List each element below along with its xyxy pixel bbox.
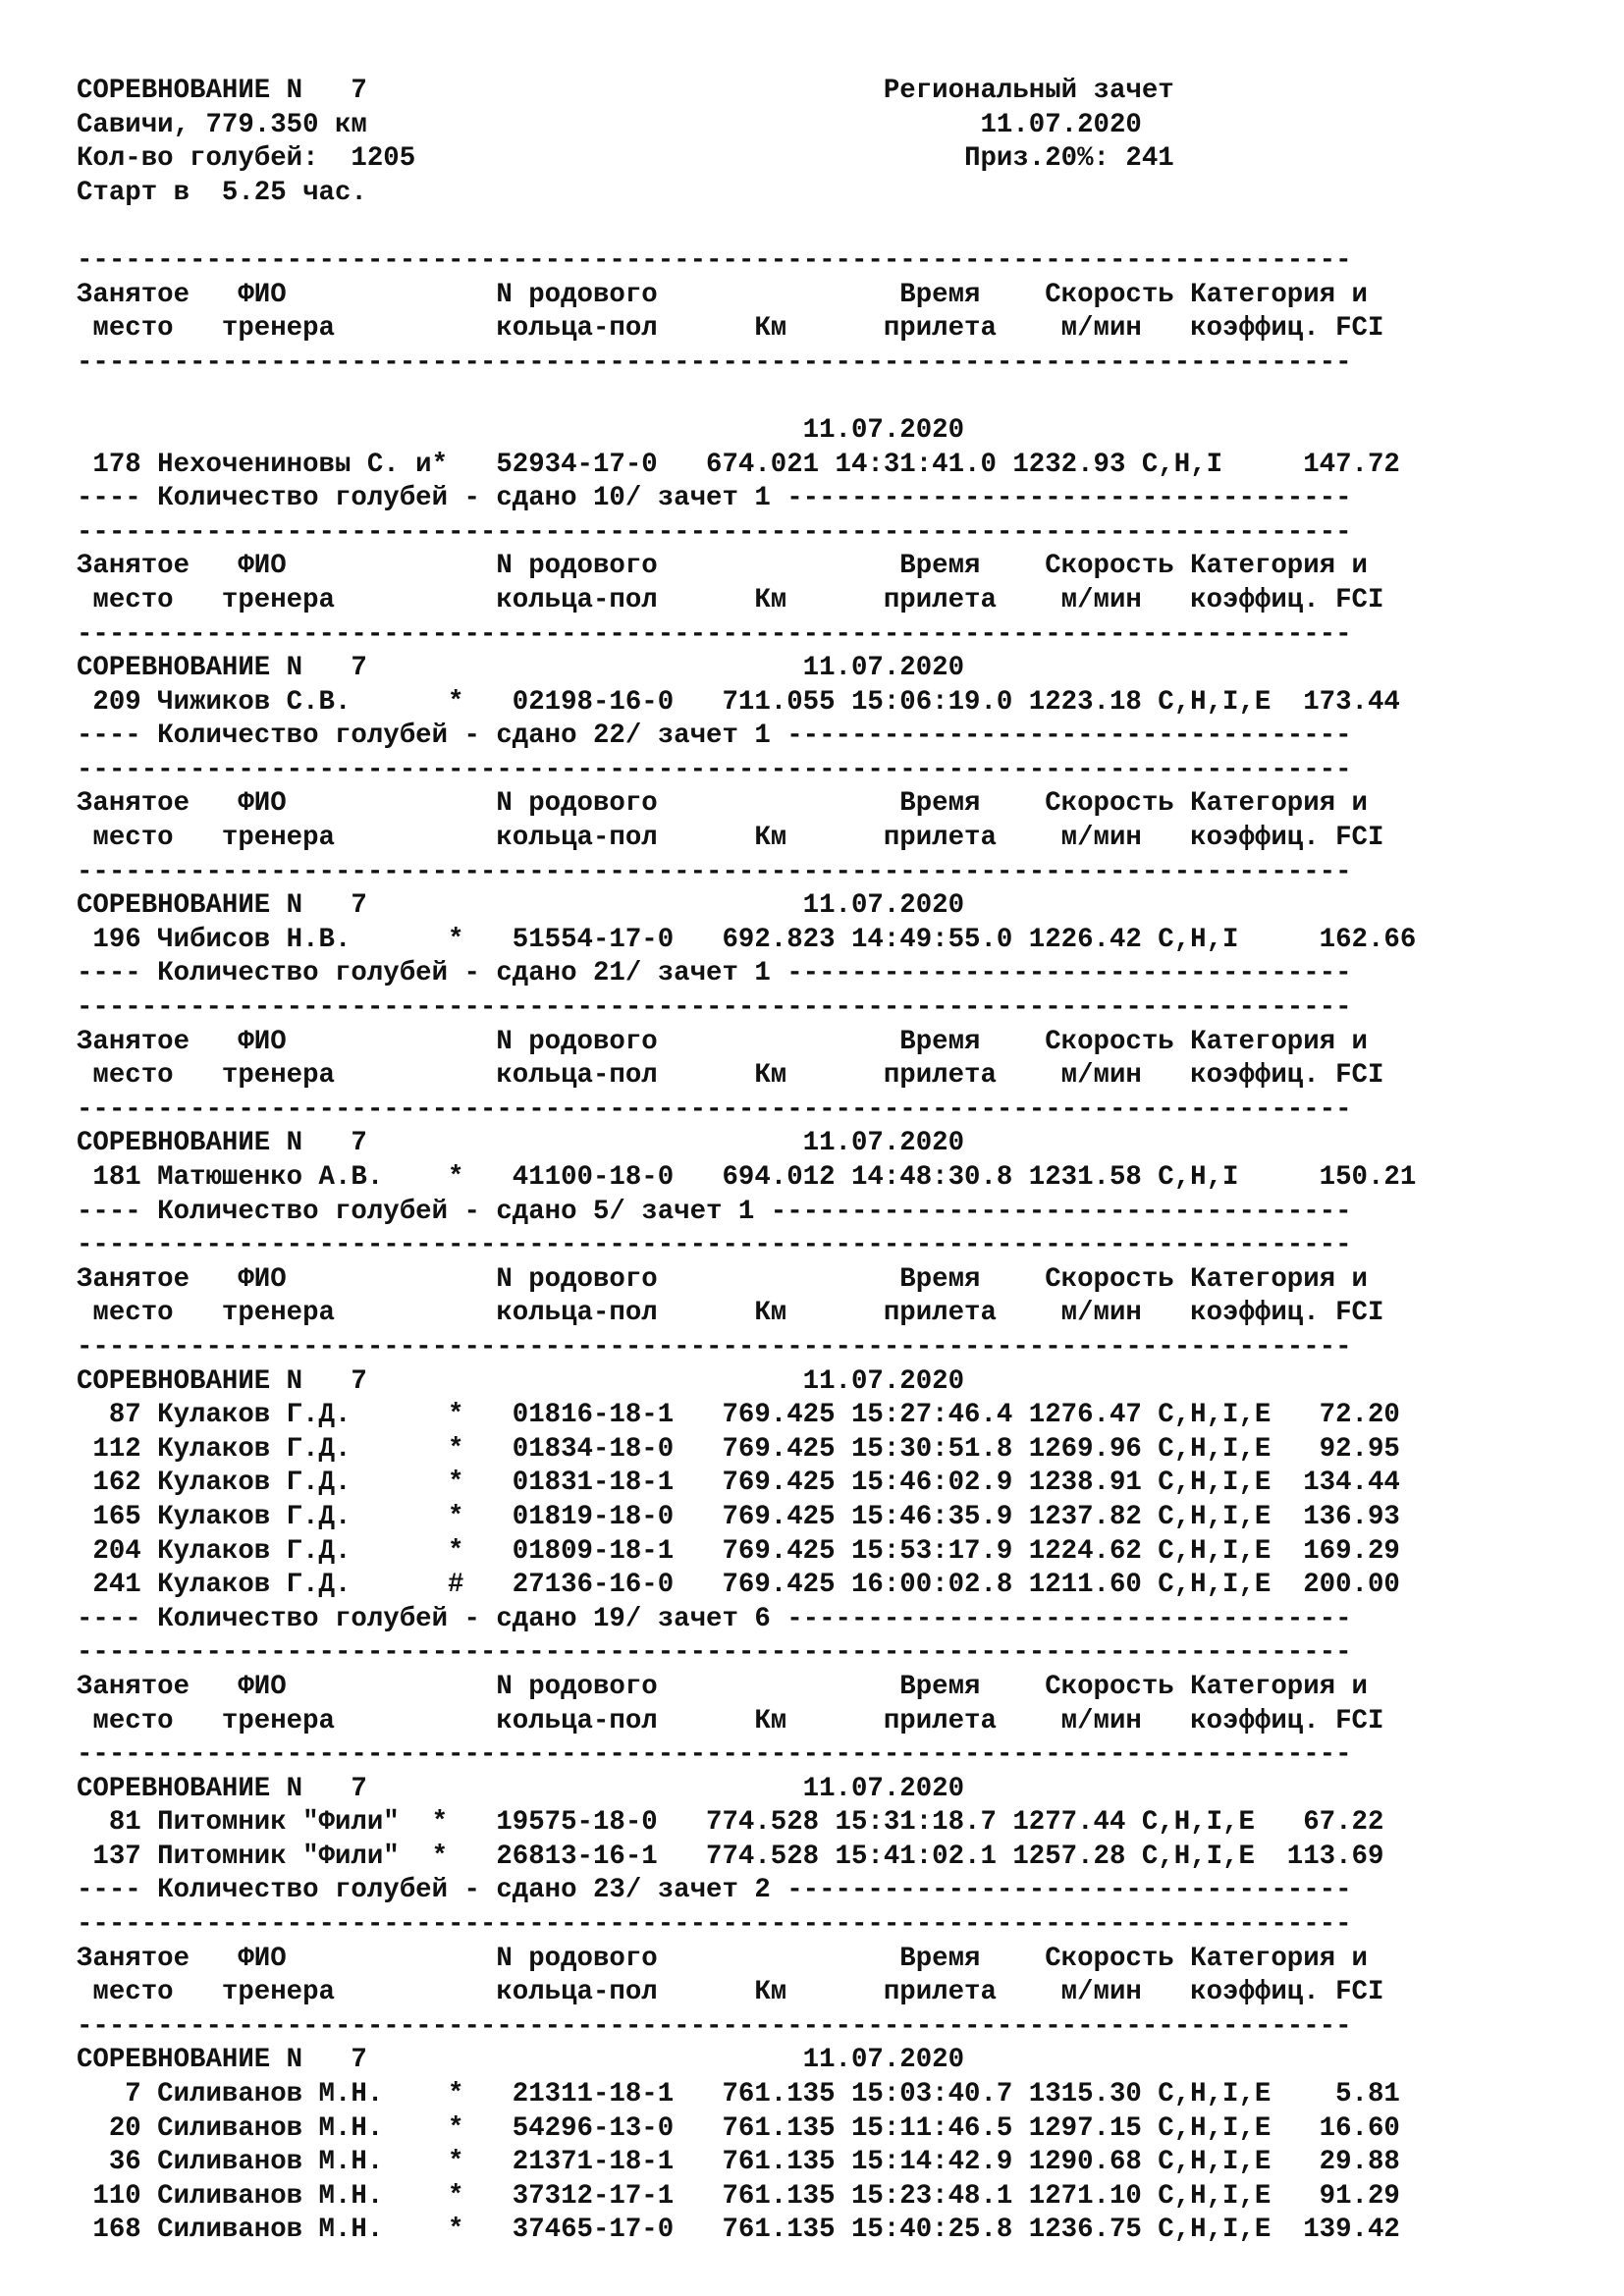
- group-title: СОРЕВНОВАНИЕ N 7 11.07.2020: [77, 890, 965, 922]
- separator-line: -------------------------------------------------------------------------------: [77, 1909, 1352, 1941]
- report-document: [77, 75, 1416, 2248]
- group-summary: ---- Количество голубей - сдано 10/ зачет 1 -----------------------------------: [77, 483, 1352, 514]
- blank-line: [77, 210, 1416, 244]
- result-row: 165 Кулаков Г.Д. * 01819-18-0 769.425 15:46:35.9 1237.82 C,H,I,E 136.93: [77, 1501, 1400, 1532]
- column-header-line-1: Занятое ФИО N родового Время Скорость Категория и: [77, 1026, 1368, 1057]
- header-right-text: Региональный зачет: [883, 76, 1174, 106]
- group-summary: ---- Количество голубей - сдано 5/ зачет 1 ------------------------------------: [77, 1196, 1352, 1227]
- column-header-line-2: место тренера кольца-пол Км прилета м/мин коэффиц. FCI: [77, 1977, 1384, 2008]
- header-left-text: Старт в 5.25 час.: [77, 177, 367, 208]
- separator-line: -------------------------------------------------------------------------------: [77, 1331, 1352, 1362]
- header-right-text: Приз.20%: 241: [964, 143, 1174, 175]
- column-header-line-1: Занятое ФИО N родового Время Скорость Категория и: [77, 279, 1368, 310]
- header-row: [77, 109, 1416, 143]
- separator-line: -------------------------------------------------------------------------------: [77, 1739, 1352, 1771]
- result-row: 110 Силиванов М.Н. * 37312-17-1 761.135 15:23:48.1 1271.10 C,H,I,E 91.29: [77, 2180, 1400, 2212]
- result-row: 196 Чибисов Н.В. * 51554-17-0 692.823 14:49:55.0 1226.42 C,H,I 162.66: [77, 924, 1417, 955]
- group-summary: ---- Количество голубей - сдано 23/ зачет 2 -----------------------------------: [77, 1875, 1352, 1906]
- result-row: 209 Чижиков С.В. * 02198-16-0 711.055 15:06:19.0 1223.18 C,H,I,E 173.44: [77, 686, 1400, 718]
- group-title: СОРЕВНОВАНИЕ N 7 11.07.2020: [77, 1773, 965, 1804]
- separator-line: -------------------------------------------------------------------------------: [77, 618, 1352, 650]
- group-title: СОРЕВНОВАНИЕ N 7 11.07.2020: [77, 1365, 965, 1397]
- separator-line: -------------------------------------------------------------------------------: [77, 992, 1352, 1024]
- separator-line: -------------------------------------------------------------------------------: [77, 1230, 1352, 1261]
- separator-line: -------------------------------------------------------------------------------: [77, 1637, 1352, 1669]
- header-gap: [367, 110, 981, 140]
- column-header-line-1: Занятое ФИО N родового Время Скорость Категория и: [77, 1943, 1368, 1974]
- header-row: [77, 142, 1416, 177]
- result-row: 162 Кулаков Г.Д. * 01831-18-1 769.425 15:46:02.9 1238.91 C,H,I,E 134.44: [77, 1468, 1400, 1499]
- separator-line: -------------------------------------------------------------------------------: [77, 347, 1352, 378]
- column-header-line-1: Занятое ФИО N родового Время Скорость Категория и: [77, 1263, 1368, 1295]
- separator-line: -------------------------------------------------------------------------------: [77, 516, 1352, 548]
- column-header-line-2: место тренера кольца-пол Км прилета м/мин коэффиц. FCI: [77, 313, 1384, 345]
- group-summary: ---- Количество голубей - сдано 22/ зачет 1 -----------------------------------: [77, 721, 1352, 752]
- header-row: [77, 177, 1416, 211]
- result-row: 137 Питомник "Фили" * 26813-16-1 774.528 15:41:02.1 1257.28 C,H,I,E 113.69: [77, 1841, 1384, 1872]
- separator-line: -------------------------------------------------------------------------------: [77, 2010, 1352, 2042]
- header-left-text: Савичи, 779.350 км: [77, 109, 367, 140]
- column-header-line-2: место тренера кольца-пол Км прилета м/мин коэффиц. FCI: [77, 1705, 1384, 1736]
- header-row: [77, 75, 1416, 109]
- column-header-line-2: место тренера кольца-пол Км прилета м/мин коэффиц. FCI: [77, 584, 1384, 615]
- column-header-line-1: Занятое ФИО N родового Время Скорость Категория и: [77, 788, 1368, 820]
- group-title: СОРЕВНОВАНИЕ N 7 11.07.2020: [77, 2045, 965, 2076]
- result-row: 7 Силиванов М.Н. * 21311-18-1 761.135 15:03:40.7 1315.30 C,H,I,E 5.81: [77, 2079, 1400, 2110]
- result-row: 112 Кулаков Г.Д. * 01834-18-0 769.425 15:30:51.8 1269.96 C,H,I,E 92.95: [77, 1433, 1400, 1465]
- header-left-text: Кол-во голубей: 1205: [77, 143, 416, 175]
- group-summary: ---- Количество голубей - сдано 21/ зачет 1 -----------------------------------: [77, 958, 1352, 989]
- column-header-line-1: Занятое ФИО N родового Время Скорость Категория и: [77, 551, 1368, 582]
- header-right-text: 11.07.2020: [980, 109, 1142, 140]
- column-header-line-2: место тренера кольца-пол Км прилета м/мин коэффиц. FCI: [77, 1060, 1384, 1092]
- result-row: 36 Силиванов М.Н. * 21371-18-1 761.135 15:14:42.9 1290.68 C,H,I,E 29.88: [77, 2147, 1400, 2178]
- result-row: 20 Силиванов М.Н. * 54296-13-0 761.135 15:11:46.5 1297.15 C,H,I,E 16.60: [77, 2112, 1400, 2144]
- blank-line: [77, 380, 1416, 414]
- result-row: 178 Нехочениновы С. и* 52934-17-0 674.021 14:31:41.0 1232.93 C,H,I 147.72: [77, 449, 1400, 480]
- group-summary: ---- Количество голубей - сдано 19/ зачет 6 -----------------------------------: [77, 1603, 1352, 1634]
- header-left-text: СОРЕВНОВАНИЕ N 7: [77, 76, 367, 106]
- header-gap: [367, 76, 884, 106]
- separator-line: -------------------------------------------------------------------------------: [77, 856, 1352, 887]
- result-row: 81 Питомник "Фили" * 19575-18-0 774.528 15:31:18.7 1277.44 C,H,I,E 67.22: [77, 1807, 1384, 1839]
- separator-line: -------------------------------------------------------------------------------: [77, 754, 1352, 785]
- header-gap: [415, 143, 964, 174]
- column-header-line-2: место тренера кольца-пол Км прилета м/мин коэффиц. FCI: [77, 1298, 1384, 1329]
- separator-line: -------------------------------------------------------------------------------: [77, 244, 1352, 276]
- group-title: СОРЕВНОВАНИЕ N 7 11.07.2020: [77, 1128, 965, 1159]
- result-row: 241 Кулаков Г.Д. # 27136-16-0 769.425 16:00:02.8 1211.60 C,H,I,E 200.00: [77, 1570, 1400, 1601]
- column-header-line-1: Занятое ФИО N родового Время Скорость Категория и: [77, 1671, 1368, 1702]
- result-row: 168 Силиванов М.Н. * 37465-17-0 761.135 15:40:25.8 1236.75 C,H,I,E 139.42: [77, 2215, 1400, 2246]
- result-row: 87 Кулаков Г.Д. * 01816-18-1 769.425 15:27:46.4 1276.47 C,H,I,E 72.20: [77, 1400, 1400, 1431]
- group-title: 11.07.2020: [77, 414, 965, 446]
- column-header-line-2: место тренера кольца-пол Км прилета м/мин коэффиц. FCI: [77, 823, 1384, 854]
- separator-line: -------------------------------------------------------------------------------: [77, 1094, 1352, 1125]
- result-row: 181 Матюшенко А.В. * 41100-18-0 694.012 14:48:30.8 1231.58 C,H,I 150.21: [77, 1162, 1417, 1193]
- result-row: 204 Кулаков Г.Д. * 01809-18-1 769.425 15:53:17.9 1224.62 C,H,I,E 169.29: [77, 1535, 1400, 1567]
- group-title: СОРЕВНОВАНИЕ N 7 11.07.2020: [77, 653, 965, 684]
